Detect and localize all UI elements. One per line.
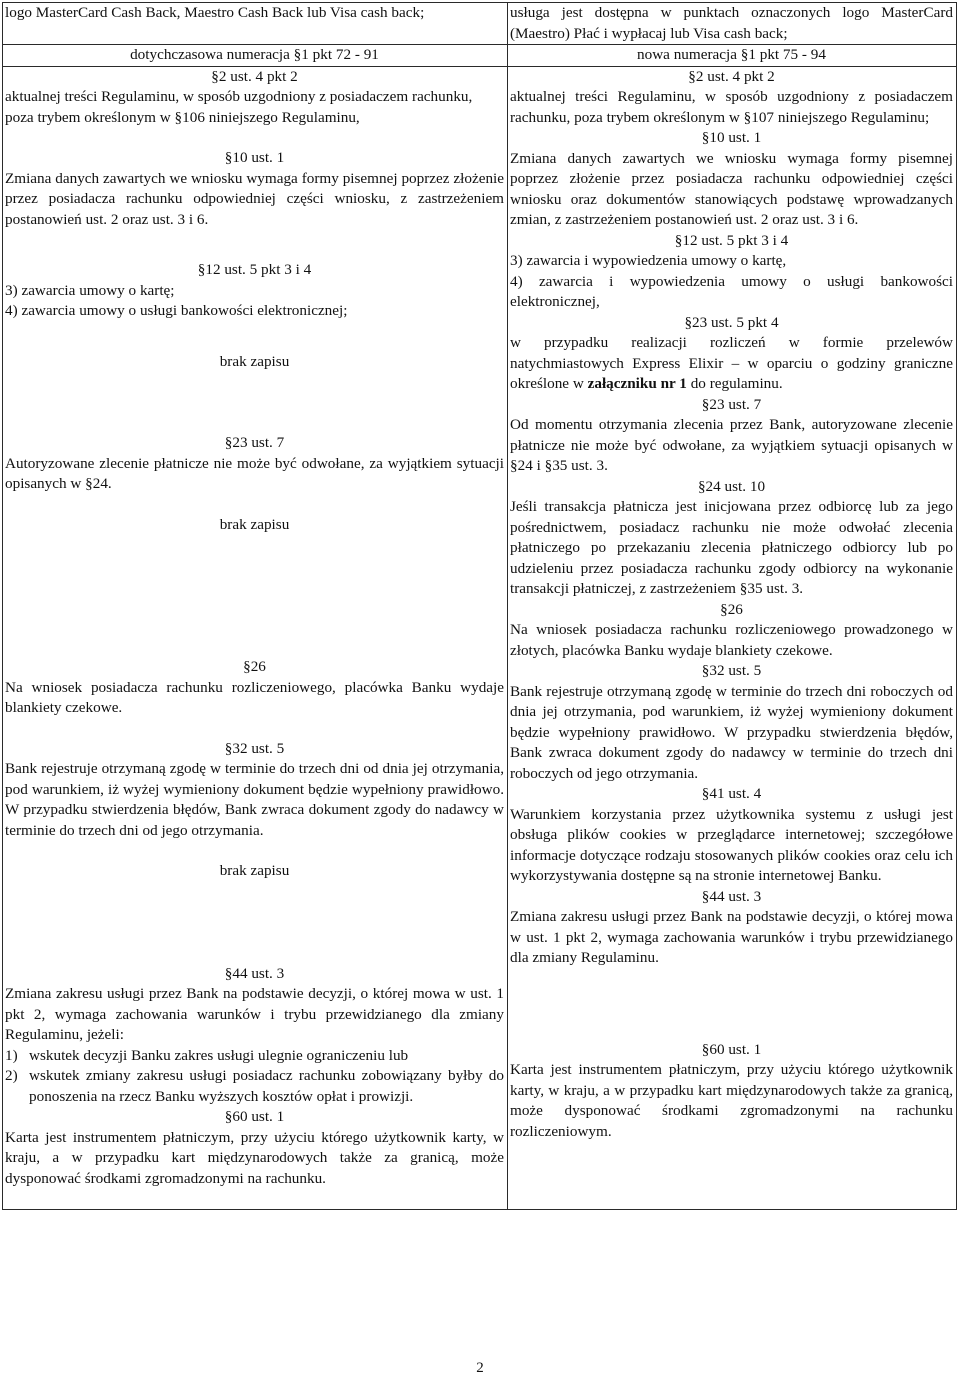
section-text — [510, 333, 953, 395]
section-text: aktualnej treści Regulaminu, w sposób uzgodniony z posiadaczem rachunku, poza trybem określonym w §107 niniejszego Regulaminu; — [510, 88, 953, 126]
table-row — [3, 66, 957, 1210]
cell-previous — [3, 66, 508, 1210]
section-text: Na wniosek posiadacza rachunku rozliczeniowego prowadzonego w złotych, placówka Banku wydaje blankiety czekowe. — [510, 621, 953, 659]
section-text-part: do regulaminu. — [686, 375, 783, 392]
list-item — [5, 1066, 504, 1107]
no-entry-label: brak zapisu — [219, 515, 290, 533]
section-ref: §10 ust. 1 — [701, 129, 762, 146]
list-item: 4) zawarcia umowy o usługi bankowości elektronicznej; — [5, 302, 348, 319]
section-ref: §44 ust. 3 — [224, 964, 285, 982]
section-text: Warunkiem korzystania przez użytkownika systemu z usługi jest obsługa plików cookies w przeglądarce internetowej; szczegółowe informacje dotyczące rodzaju stosowanych plików cookies oraz celu ich wykorzystywania dostępne są na stronie internetowej Banku. — [510, 805, 953, 884]
condition-list — [5, 1046, 504, 1108]
section-ref: §26 — [720, 600, 743, 618]
no-entry-label: brak zapisu — [219, 862, 290, 879]
cell-new — [508, 66, 957, 1210]
table-row — [3, 3, 957, 45]
appendix-reference: załączniku nr 1 — [587, 375, 687, 392]
list-item-text: wskutek zmiany zakresu usługi posiadacz rachunku zobowiązany byłby do ponoszenia na rzecz Banku wyższych kosztów opłat i prowizji. — [29, 1067, 504, 1105]
section-ref: §41 ust. 4 — [701, 785, 762, 802]
section-ref: §32 ust. 5 — [224, 739, 285, 757]
section-text: Zmiana zakresu usługi przez Bank na podstawie decyzji, o której mowa w ust. 1 pkt 2, wymaga zachowania warunków i trybu przewidzianego dla zmiany Regulaminu, jeżeli: — [5, 985, 504, 1043]
list-item-text: wskutek decyzji Banku zakres usługi ulegnie ograniczeniu lub — [29, 1046, 409, 1064]
list-number: 2) — [5, 1067, 18, 1084]
section-text: Od momentu otrzymania zlecenia przez Bank, autoryzowane zlecenie płatnicze nie może być odwołane, za wyjątkiem sytuacji opisanych w §24 i §35 ust. 3. — [510, 416, 953, 474]
cell-previous — [3, 3, 508, 45]
header-previous-numbering: dotychczasowa numeracja §1 pkt 72 - 91 — [3, 45, 508, 67]
section-ref: §44 ust. 3 — [701, 887, 762, 905]
section-text: Zmiana danych zawartych we wniosku wymaga formy pisemnej poprzez złożenie przez posiadacza rachunku odpowiedniej części wniosku oraz dokumentów stanowiących podstawę wprowadzanych zmian, z zastrzeżeniem postanowień ust. 2 oraz ust. 3 i 6. — [510, 149, 953, 228]
list-item: 3) zawarcia umowy o kartę; — [5, 281, 175, 299]
cell-new — [508, 3, 957, 45]
section-ref: §10 ust. 1 — [224, 149, 285, 166]
section-ref: §12 ust. 5 pkt 3 i 4 — [197, 261, 312, 278]
list-item — [5, 1046, 504, 1067]
section-ref: §32 ust. 5 — [701, 662, 762, 679]
list-item: 3) zawarcia i wypowiedzenia umowy o kartę, — [510, 252, 787, 269]
section-ref: §23 ust. 7 — [224, 434, 285, 451]
section-ref: §26 — [243, 658, 266, 675]
section-text: Zmiana zakresu usługi przez Bank na podstawie decyzji, o której mowa w ust. 1 pkt 2, wymaga zachowania warunków i trybu przewidzianego dla zmiany Regulaminu. — [510, 908, 953, 966]
cashback-service-text: usługa jest dostępna w punktach oznaczonych logo MasterCard (Maestro) Płać i wypłacaj lub Visa cash back; — [510, 4, 953, 42]
no-entry-label: brak zapisu — [219, 352, 290, 370]
page-number: 2 — [476, 1360, 484, 1376]
section-ref: §12 ust. 5 pkt 3 i 4 — [674, 231, 789, 249]
section-ref: §60 ust. 1 — [701, 1040, 762, 1058]
section-text: Bank rejestruje otrzymaną zgodę w terminie do trzech dni od dnia jej otrzymania, pod warunkiem, iż wyżej wymieniony dokument będzie wypełniony prawidłowo. W przypadku stwierdzenia błędów, Bank zwraca dokument zgody do nadawcy w terminie do trzech dni od jego otrzymania. — [5, 760, 504, 839]
section-ref: §2 ust. 4 pkt 2 — [211, 67, 298, 85]
section-text: Bank rejestruje otrzymaną zgodę w terminie do trzech dni roboczych od dnia jej otrzymania, pod warunkiem, iż wyżej wymieniony dokument będzie wypełniony prawidłowo. W przypadku stwierdzenia błędów, Bank zwraca dokument zgody do nadawcy w terminie do trzech dni roboczych od jego otrzymania. — [510, 682, 953, 782]
section-ref: §23 ust. 7 — [701, 395, 762, 413]
section-text: Autoryzowane zlecenie płatnicze nie może być odwołane, za wyjątkiem sytuacji opisanych w §24. — [5, 454, 504, 492]
section-text: Zmiana danych zawartych we wniosku wymaga formy pisemnej poprzez złożenie przez posiadacza rachunku odpowiedniej części wniosku, z zastrzeżeniem postanowień ust. 2 oraz ust. 3 i 6. — [5, 169, 504, 228]
section-text: Karta jest instrumentem płatniczym, przy użyciu którego użytkownik karty, w kraju, a w przypadku kart międzynarodowych także za granicą, może dysponować środkami zgromadzonymi na rachunku rozliczeniowym. — [510, 1061, 953, 1140]
section-ref: §60 ust. 1 — [224, 1108, 285, 1125]
list-item: 4) zawarcia i wypowiedzenia umowy o usługi bankowości elektronicznej, — [510, 272, 953, 310]
cashback-logo-text: logo MasterCard Cash Back, Maestro Cash Back lub Visa cash back; — [5, 4, 425, 21]
section-text: aktualnej treści Regulaminu, w sposób uzgodniony z posiadaczem rachunku, poza trybem określonym w §106 niniejszego Regulaminu, — [5, 88, 473, 126]
section-text-part: w przypadku realizacji rozliczeń w formie przelewów natychmiastowych Express Elixir – w oparciu o godziny graniczne określone w — [510, 334, 953, 392]
section-text: Na wniosek posiadacza rachunku rozliczeniowego, placówka Banku wydaje blankiety czekowe. — [5, 678, 504, 716]
section-text: Jeśli transakcja płatnicza jest inicjowana przez odbiorcę lub za jego pośrednictwem, posiadacz rachunku nie może odwołać zlecenia płatniczego po przekazaniu zlecenia płatniczego odbiorcy lub po udzieleniu przez posiadacza rachunku zgody odbiorcy na wykonanie transakcji płatniczej, z zastrzeżeniem §35 ust. 3. — [510, 498, 953, 597]
comparison-table — [2, 2, 957, 1210]
section-ref: §23 ust. 5 pkt 4 — [684, 313, 779, 331]
header-row — [3, 45, 957, 67]
section-ref: §24 ust. 10 — [697, 477, 766, 495]
list-number: 1) — [5, 1046, 18, 1064]
section-text: Karta jest instrumentem płatniczym, przy użyciu którego użytkownik karty, w kraju, a w przypadku kart międzynarodowych także za granicą, może dysponować środkami zgromadzonymi na rachunku. — [5, 1128, 504, 1187]
section-ref: §2 ust. 4 pkt 2 — [688, 67, 775, 85]
header-new-numbering: nowa numeracja §1 pkt 75 - 94 — [508, 45, 957, 67]
